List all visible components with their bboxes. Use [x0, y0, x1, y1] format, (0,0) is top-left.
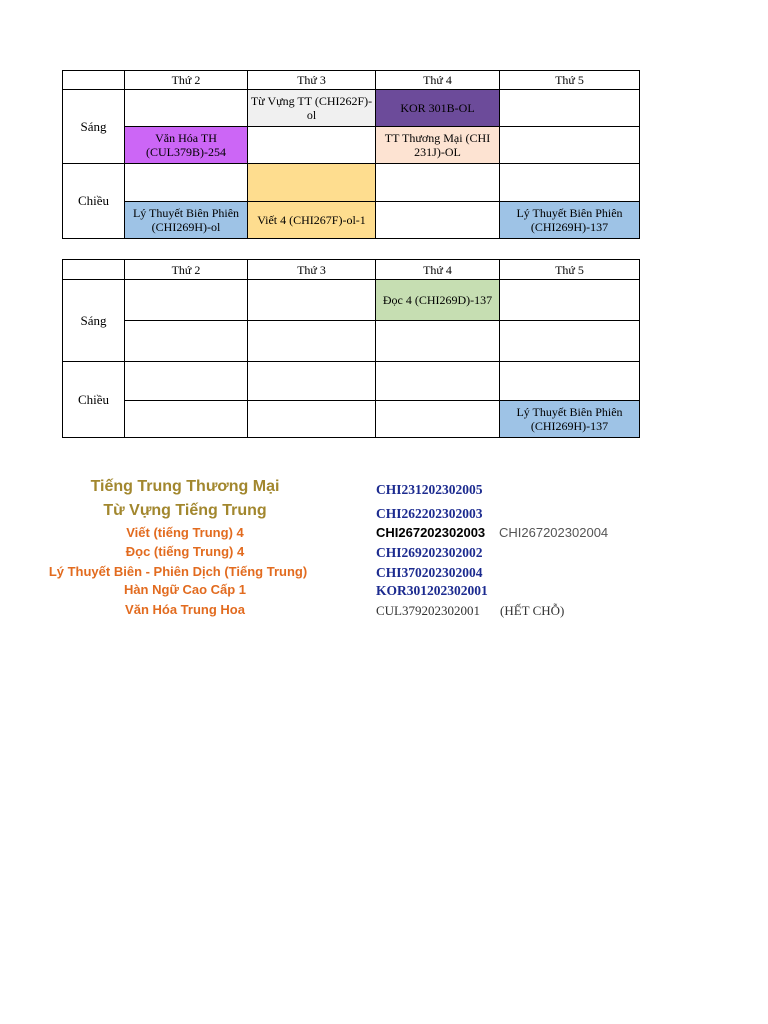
cell-empty	[500, 362, 640, 401]
course-code: CHI262202302003	[376, 506, 483, 521]
course-alt-code: CHI267202302004	[499, 525, 609, 540]
course-code: CHI370202302004	[376, 565, 483, 580]
header-thu-2: Thứ 2	[125, 71, 248, 90]
header-corner	[63, 71, 125, 90]
session-afternoon: Chiều	[63, 362, 125, 438]
cell-empty	[376, 321, 500, 362]
class-cell: TT Thương Mại (CHI 231J)-OL	[376, 127, 500, 164]
cell-empty	[125, 321, 248, 362]
course-code: CHI231202302005	[376, 482, 483, 497]
class-cell: KOR 301B-OL	[376, 90, 500, 127]
session-morning: Sáng	[63, 90, 125, 164]
header-thu-4: Thứ 4	[376, 71, 500, 90]
course-code: CHI267202302003	[376, 525, 486, 540]
cell-empty	[500, 321, 640, 362]
course-note: (HẾT CHỖ)	[500, 603, 565, 618]
cell-empty	[125, 164, 248, 202]
cell-empty	[500, 127, 640, 164]
header-thu-3: Thứ 3	[248, 71, 376, 90]
cell-empty	[248, 164, 376, 202]
cell-empty	[248, 401, 376, 438]
session-morning: Sáng	[63, 280, 125, 362]
course-name: Tiếng Trung Thương Mại	[90, 478, 280, 495]
header-corner	[63, 260, 125, 280]
header-thu-4: Thứ 4	[376, 260, 500, 280]
cell-empty	[376, 202, 500, 239]
header-thu-5: Thứ 5	[500, 71, 640, 90]
session-afternoon: Chiều	[63, 164, 125, 239]
course-name: Từ Vựng Tiếng Trung	[103, 502, 267, 519]
cell-empty	[125, 362, 248, 401]
course-code: CHI269202302002	[376, 545, 483, 560]
cell-empty	[376, 362, 500, 401]
cell-empty	[376, 164, 500, 202]
course-code: KOR301202302001	[376, 583, 488, 598]
cell-empty	[248, 362, 376, 401]
cell-empty	[500, 280, 640, 321]
schedule-table-2	[62, 259, 640, 438]
class-cell: Viết 4 (CHI267F)-ol-1	[248, 202, 376, 239]
cell-empty	[248, 127, 376, 164]
cell-empty	[500, 164, 640, 202]
class-cell: Văn Hóa TH (CUL379B)-254	[125, 127, 248, 164]
class-cell: Lý Thuyết Biên Phiên (CHI269H)-ol	[125, 202, 248, 239]
course-name: Viết (tiếng Trung) 4	[126, 525, 244, 540]
course-name: Lý Thuyết Biên - Phiên Dịch (Tiếng Trung)	[48, 564, 308, 579]
course-code: CUL379202302001	[376, 603, 480, 618]
course-name: Hàn Ngữ Cao Cấp 1	[123, 582, 247, 597]
header-thu-5: Thứ 5	[500, 260, 640, 280]
schedule-table-1	[62, 70, 640, 239]
class-cell: Từ Vựng TT (CHI262F)-ol	[248, 90, 376, 127]
cell-empty	[125, 90, 248, 127]
class-cell: Lý Thuyết Biên Phiên (CHI269H)-137	[500, 202, 640, 239]
header-thu-3: Thứ 3	[248, 260, 376, 280]
class-cell: Đọc 4 (CHI269D)-137	[376, 280, 500, 321]
course-name: Đọc (tiếng Trung) 4	[125, 544, 245, 559]
cell-empty	[248, 321, 376, 362]
header-thu-2: Thứ 2	[125, 260, 248, 280]
class-cell: Lý Thuyết Biên Phiên (CHI269H)-137	[500, 401, 640, 438]
cell-empty	[125, 401, 248, 438]
cell-empty	[376, 401, 500, 438]
course-list	[0, 478, 768, 628]
cell-empty	[125, 280, 248, 321]
cell-empty	[500, 90, 640, 127]
cell-empty	[248, 280, 376, 321]
course-name: Văn Hóa Trung Hoa	[125, 602, 245, 617]
